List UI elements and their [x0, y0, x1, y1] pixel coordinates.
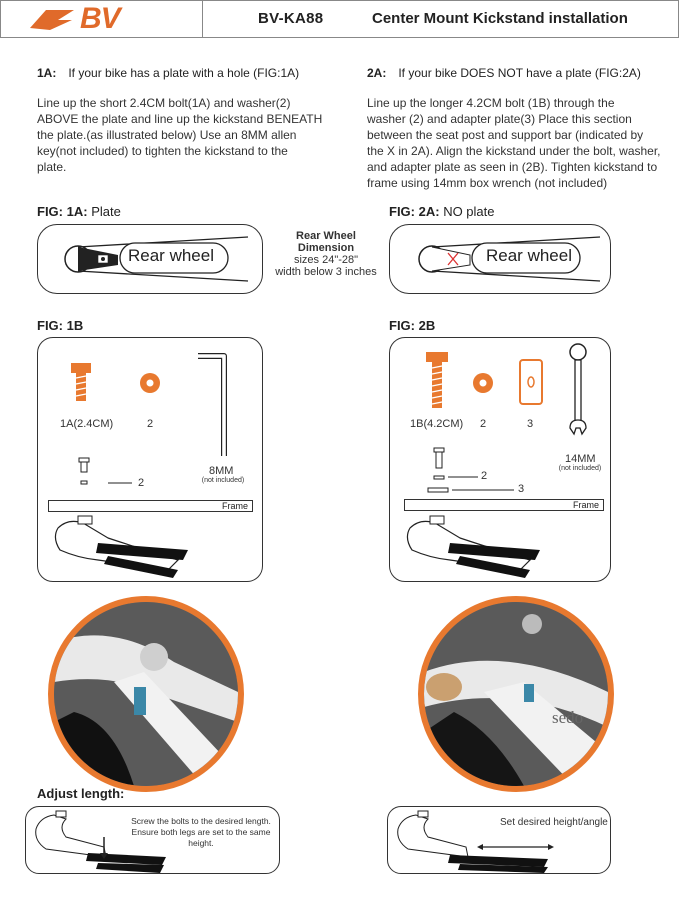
fig-2a-tag: FIG: 2A:: [389, 204, 440, 219]
fig-2b-tool-note: (not included): [558, 465, 602, 472]
adjust-heading: Adjust length:: [37, 786, 125, 801]
fig-1b-parts-icon: [38, 338, 264, 583]
bike-frame-photo-icon: [424, 602, 608, 786]
section-1a-instructions: [37, 95, 337, 175]
fig-2a-wheel-label: Rear wheel: [486, 246, 572, 265]
adjust-right-box: [387, 806, 611, 874]
section-2a-heading: [367, 66, 641, 80]
fig-1b-box: [37, 337, 263, 582]
fig-2a-box: [389, 224, 611, 294]
adjust-left-line-2: Ensure both legs are set to the same height.: [131, 827, 271, 848]
model-number: BV-KA88: [258, 10, 324, 27]
line: plate.: [37, 160, 67, 174]
fig-2b-stack-plate-label: 3: [518, 483, 525, 495]
line: washer (2) and adapter plate(3) Place this section: [367, 112, 632, 126]
fig-1b-washer-label: 2: [147, 418, 154, 430]
fig-2b-stack-washer-label: 2: [481, 470, 488, 482]
fig-1b-stack-washer-label: 2: [138, 477, 145, 489]
line: the plate.(as illustrated below) Use an 8MM allen: [37, 128, 297, 142]
line: Line up the longer 4.2CM bolt (1B) through the: [367, 96, 615, 110]
fig-1a-tag: FIG: 1A:: [37, 204, 88, 219]
line: the X in 2A). Align the kickstand under the bolt, washer,: [367, 144, 661, 158]
line: ABOVE the plate and line up the kickstand BENEATH: [37, 112, 323, 126]
fig-1b-frame-bar: Frame: [48, 500, 253, 512]
adjust-left-line-1: Screw the bolts to the desired length.: [131, 816, 271, 826]
fig-1a-label: [37, 204, 121, 219]
adjust-left-text: [121, 816, 281, 849]
fig-2b-tool-label: 14MM: [565, 453, 596, 465]
section-2a-heading-text: If your bike DOES NOT have a plate (FIG:2A): [398, 66, 641, 80]
fig-2b-plate-label: 3: [527, 418, 534, 430]
line: key(not included) to tighten the kickstand to the: [37, 144, 288, 158]
fig-2b-box: [389, 337, 611, 582]
fig-1b-bolt-label: 1A(2.4CM): [60, 418, 114, 430]
rear-wheel-subtitle: Dimension: [297, 242, 355, 254]
page-title: Center Mount Kickstand installation: [372, 10, 628, 27]
adjust-right-text: Set desired height/angle: [500, 817, 608, 828]
fig-2b-frame-bar: Frame: [404, 499, 604, 511]
fig-2b-label: FIG: 2B: [389, 318, 436, 333]
line: between the seat post and support bar (indicated by: [367, 128, 644, 142]
fig-1a-caption: Plate: [91, 204, 121, 219]
fig-1b-tool-label: 8MM: [209, 465, 234, 477]
section-2a-instructions: [367, 95, 672, 191]
fig-2a-caption: NO plate: [443, 204, 495, 219]
adjust-left-box: [25, 806, 280, 874]
fig-1b-label: FIG: 1B: [37, 318, 84, 333]
line: and adapter plate as seen in (2B). Tighten kickstand to: [367, 160, 658, 174]
fig-2a-label: [389, 204, 495, 219]
fig-1a-box: [37, 224, 263, 294]
line: frame using 14mm box wrench (not included): [367, 176, 608, 190]
photo-frame-text: sedo: [552, 708, 584, 727]
bike-frame-photo-icon: [54, 602, 238, 786]
fig-1a-wheel-label: Rear wheel: [128, 246, 214, 265]
section-1a-heading: [37, 66, 299, 80]
fig-2b-washer-label: 2: [480, 418, 487, 430]
line: Line up the short 2.4CM bolt(1A) and washer(2): [37, 96, 291, 110]
install-photo-left: [48, 596, 244, 792]
fig-1b-tool-note: (not included): [201, 477, 245, 484]
rear-wheel-dimension: [265, 230, 387, 278]
logo-swoosh-icon: [28, 6, 76, 32]
rear-wheel-sizes: sizes 24"-28": [293, 254, 359, 266]
section-1a-heading-text: If your bike has a plate with a hole (FIG:1A): [68, 66, 300, 80]
rear-wheel-title: Rear Wheel: [296, 230, 356, 242]
fig-2b-bolt-label: 1B(4.2CM): [410, 418, 464, 430]
header-divider: [202, 0, 203, 38]
section-2a-tag: 2A:: [367, 66, 387, 80]
rear-wheel-width: width below 3 inches: [275, 266, 377, 278]
install-photo-right: [418, 596, 614, 792]
section-1a-tag: 1A:: [37, 66, 57, 80]
logo-text: BV: [80, 2, 120, 35]
